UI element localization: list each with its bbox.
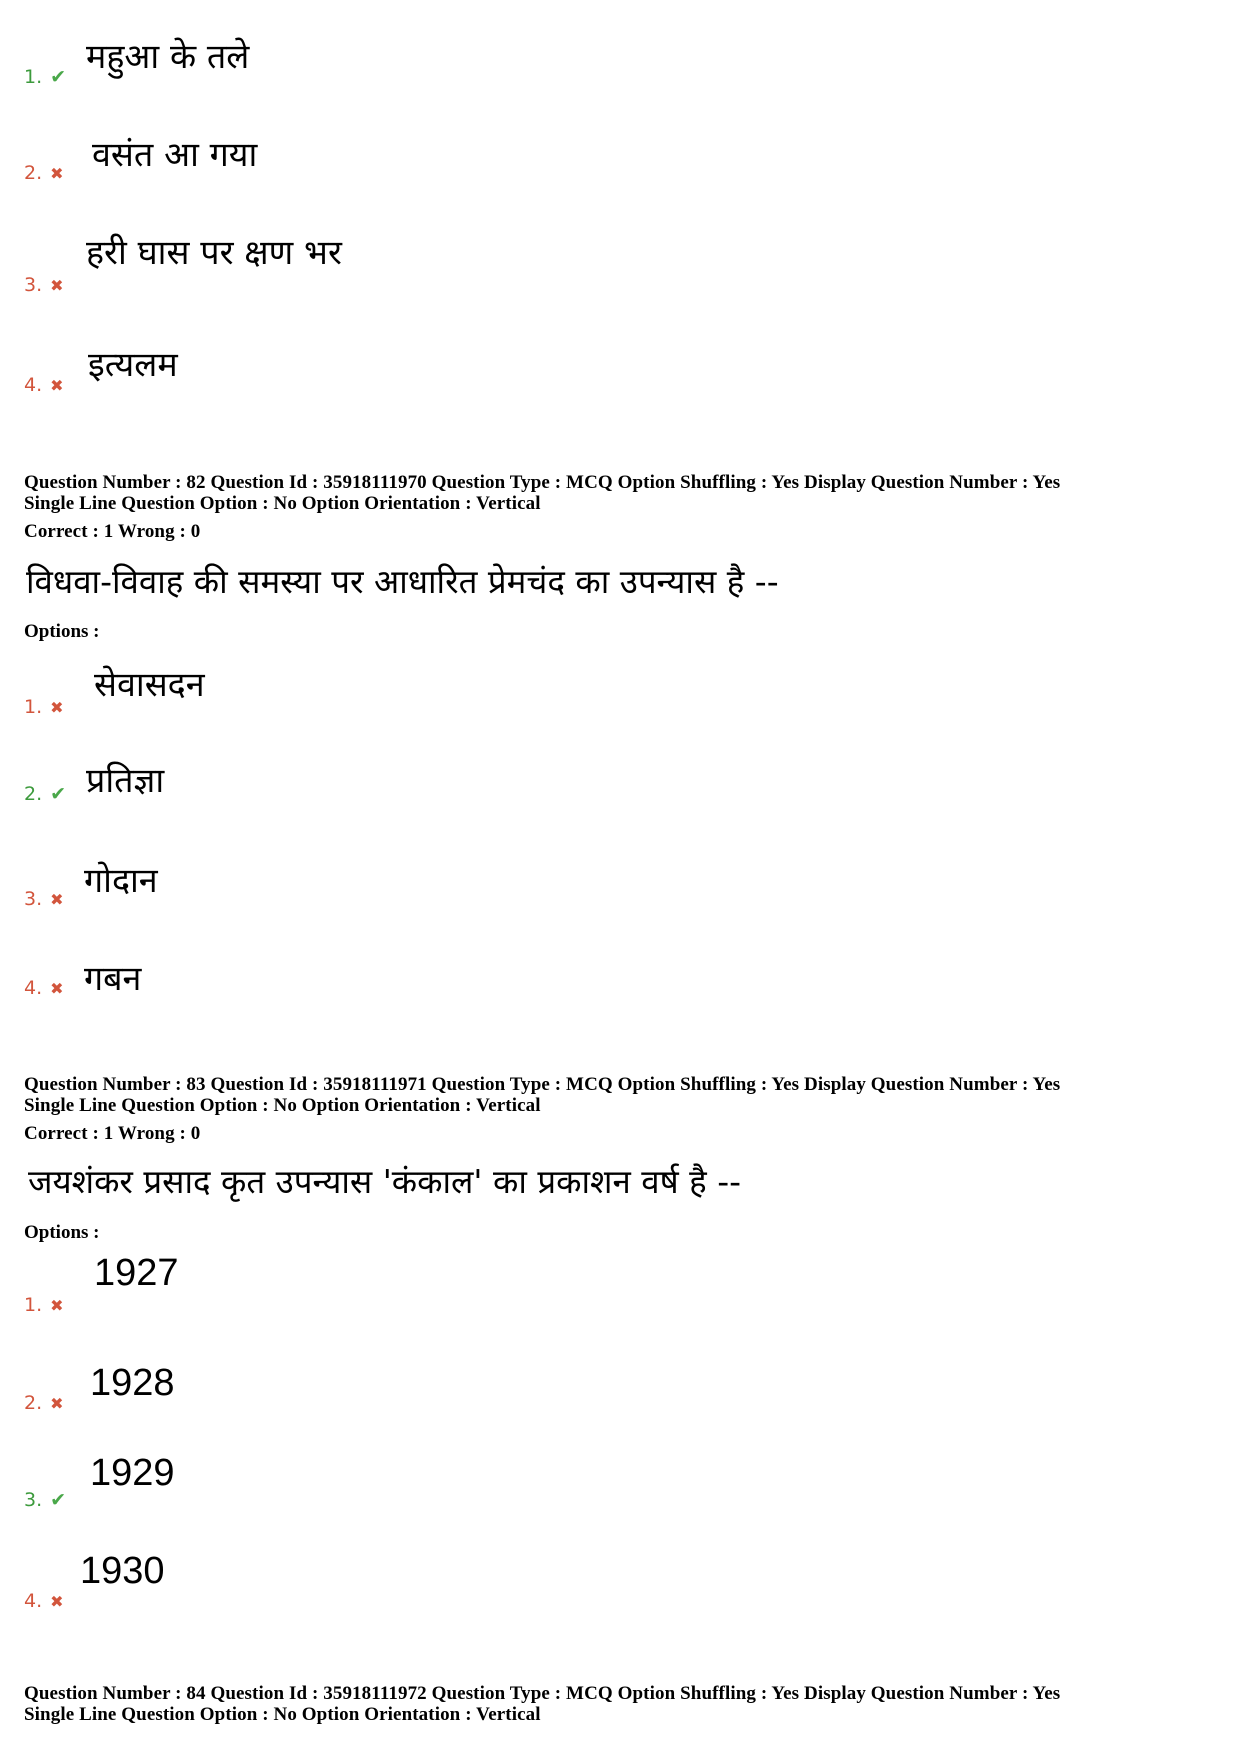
question-meta-line2: Single Line Question Option : No Option Orientation : Vertical — [24, 493, 541, 514]
wrong-cross-icon: ✖ — [50, 376, 64, 395]
option-text: 1927 — [94, 1252, 179, 1294]
option-number: 1. ✖ — [24, 696, 64, 718]
wrong-cross-icon: ✖ — [50, 276, 64, 295]
option-number: 4. ✖ — [24, 977, 64, 999]
option-text: महुआ के तले — [86, 37, 250, 77]
wrong-cross-icon: ✖ — [50, 1296, 64, 1315]
option-text: 1929 — [90, 1452, 175, 1494]
option-number: 1. ✔ — [24, 66, 67, 88]
question-marks: Correct : 1 Wrong : 0 — [24, 1123, 201, 1144]
option-number: 4. ✖ — [24, 1590, 64, 1612]
option-text: प्रतिज्ञा — [86, 761, 165, 801]
option-text: इत्यलम — [88, 345, 178, 385]
question-meta-line2: Single Line Question Option : No Option Orientation : Vertical — [24, 1095, 541, 1116]
question-text: विधवा-विवाह की समस्या पर आधारित प्रेमचंद का उपन्यास है -- — [26, 562, 779, 601]
wrong-cross-icon: ✖ — [50, 890, 64, 909]
wrong-cross-icon: ✖ — [50, 979, 64, 998]
question-meta-line1: Question Number : 83 Question Id : 35918111971 Question Type : MCQ Option Shuffling : Yes Display Question Number : Yes — [24, 1074, 1061, 1095]
option-number: 2. ✖ — [24, 162, 64, 184]
option-number: 1. ✖ — [24, 1294, 64, 1316]
option-text: हरी घास पर क्षण भर — [86, 233, 342, 273]
option-number: 2. ✔ — [24, 783, 67, 805]
question-marks: Correct : 1 Wrong : 0 — [24, 521, 201, 542]
question-text: जयशंकर प्रसाद कृत उपन्यास 'कंकाल' का प्रकाशन वर्ष है -- — [28, 1162, 742, 1201]
options-label: Options : — [24, 621, 100, 642]
option-text: गबन — [84, 959, 142, 999]
option-text: सेवासदन — [94, 665, 205, 705]
option-number: 4. ✖ — [24, 374, 64, 396]
option-number: 2. ✖ — [24, 1392, 64, 1414]
correct-check-icon: ✔ — [50, 66, 67, 88]
option-text: 1930 — [80, 1550, 165, 1592]
wrong-cross-icon: ✖ — [50, 1592, 64, 1611]
correct-check-icon: ✔ — [50, 1489, 67, 1511]
option-number: 3. ✖ — [24, 274, 64, 296]
option-text: वसंत आ गया — [92, 135, 258, 175]
options-label: Options : — [24, 1222, 100, 1243]
wrong-cross-icon: ✖ — [50, 1394, 64, 1413]
option-number: 3. ✖ — [24, 888, 64, 910]
correct-check-icon: ✔ — [50, 783, 67, 805]
option-text: गोदान — [84, 861, 158, 901]
question-meta-line1: Question Number : 82 Question Id : 35918111970 Question Type : MCQ Option Shuffling : Yes Display Question Number : Yes — [24, 472, 1061, 493]
question-meta-line2: Single Line Question Option : No Option Orientation : Vertical — [24, 1704, 541, 1725]
question-meta-line1: Question Number : 84 Question Id : 35918111972 Question Type : MCQ Option Shuffling : Yes Display Question Number : Yes — [24, 1683, 1061, 1704]
option-number: 3. ✔ — [24, 1489, 67, 1511]
option-text: 1928 — [90, 1362, 175, 1404]
wrong-cross-icon: ✖ — [50, 698, 64, 717]
wrong-cross-icon: ✖ — [50, 164, 64, 183]
